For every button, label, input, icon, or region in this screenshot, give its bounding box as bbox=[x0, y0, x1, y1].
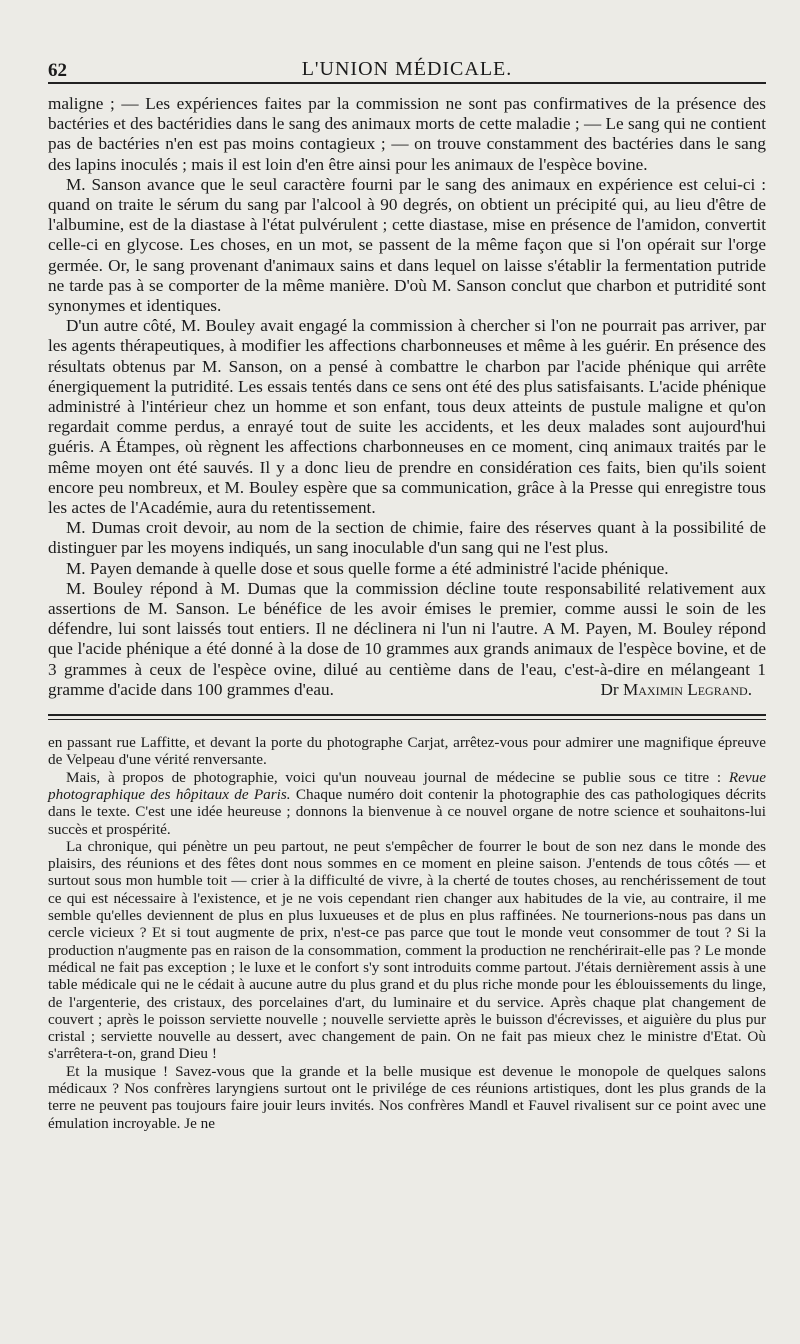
author-signature bbox=[583, 680, 752, 700]
page-number: 62 bbox=[48, 60, 67, 81]
paragraph: en passant rue Laffitte, et devant la porte du photographe Carjat, arrêtez-vous pour admirer une magnifique épreuve de Velpeau d'une vérité renversante. bbox=[48, 734, 766, 769]
paragraph bbox=[48, 769, 766, 838]
academy-report-column bbox=[48, 94, 766, 700]
paragraph: La chronique, qui pénètre un peu partout, ne peut s'empêcher de fourrer le bout de son nez dans le monde des plaisirs, des réunions et des fêtes dont nous sommes en ce moment en pleine saison. J'entends de tous côtés — et surtout sous mon humble toit — crier à la difficulté de vivre, à la cherté de toutes choses, au renchérissement de tout ce qui est nécessaire à l'existence, et je ne vois cependant rien changer aux habitudes de la vie, au contraire, il me semble qu'elles deviennent de plus en plus luxueuses et de plus en plus raffinées. Ne tournerions-nous pas dans un cercle vicieux ? Et si tout augmente de prix, n'est-ce pas parce que tout le monde veut consommer de tout ? Si la production n'augmente pas en raison de la consommation, comment la production ne renchérirait-elle pas ? Le monde médical ne fait pas exception ; le luxe et le confort s'y sont introduits comme partout. J'étais dernièrement assis à une table médicale qui ne le cédait à aucune autre du plus grand et du plus riche monde pour les éblouissements du linge, de l'argenterie, des cristaux, des porcelaines d'art, du luminaire et du service. Après chaque plat changement de couvert ; après le poisson serviette nouvelle ; nouvelle serviette après le buisson d'écrevisses, et aiguière du plus pur cristal ; serviette nouvelle au dessert, avec changement de pain. On ne fait pas mieux chez le ministre d'Etat. Où s'arrêtera-t-on, grand Dieu ! bbox=[48, 837, 766, 1063]
paragraph-text: Chaque numéro doit contenir la photographie des cas pathologiques décrits dans le texte. C'est une idée heureuse ; donnons la bienvenue à ce nouvel organe de notre science et souhaitons-lui succès et prospérité. bbox=[48, 785, 766, 838]
paragraph: maligne ; — Les expériences faites par la commission ne sont pas confirmatives de la présence des bactéries et des bactéridies dans le sang des animaux morts de cette maladie ; — Le sang qui ne contient pas de bactéries n'en est pas moins contagieux ; — on trouve constamment des bactéries dans le sang des lapins inoculés ; mais il est loin d'en être ainsi pour les animaux de l'espèce bovine. bbox=[48, 94, 766, 174]
running-title: L'UNION MÉDICALE. bbox=[301, 58, 513, 80]
paragraph-text: M. Bouley répond à M. Dumas que la commission décline toute responsabilité relativement aux assertions de M. Sanson. Le bénéfice de les avoir émises le premier, comme aussi le soin de les défendre, lui sont laissés tout entiers. Il ne déclinera ni l'un ni l'autre. A M. Payen, M. Bouley répond que l'acide phénique a été donné à la dose de 10 grammes aux grands animaux de l'espèce bovine, et de 3 grammes à ceux de l'espèce ovine, dilué au centième dans de l'eau, c'est-à-dire en mélangeant 1 gramme d'acide dans 100 grammes d'eau. bbox=[48, 578, 766, 699]
signature-title: Dr bbox=[600, 679, 619, 699]
journal-title: Revue photographique des hôpitaux de Paris. bbox=[48, 768, 766, 803]
page-header bbox=[48, 52, 766, 84]
paragraph: M. Sanson avance que le seul caractère fourni par le sang des animaux en expérience est celui-ci : quand on traite le sérum du sang par l'alcool à 90 degrés, on obtient un précipité qui, au lieu d'être de l'albumine, est de la diastase à l'état pulvérulent ; cette diastase, mise en présence de l'amidon, convertit celle-ci en glycose. Les choses, en un mot, se passent de la même façon que si l'on opérait sur l'orge germée. Or, le sang provenant d'animaux sains et dans lequel on laisse s'établir la fermentation putride ne tarde pas à se comporter de la même manière. D'où M. Sanson conclut que charbon et putridité sont synonymes et identiques. bbox=[48, 174, 766, 316]
paragraph-with-signature bbox=[48, 579, 766, 700]
feuilleton-column bbox=[48, 734, 766, 1132]
section-divider bbox=[48, 714, 766, 720]
paragraph: D'un autre côté, M. Bouley avait engagé la commission à chercher si l'on ne pourrait pas arriver, par les agents thérapeutiques, à modifier les affections charbonneuses et même à les guérir. En présence des résultats obtenus par M. Sanson, on a pensé à combattre le charbon par l'acide phénique qui arrête énergiquement la putridité. Les essais tentés dans ce sens ont été des plus satisfaisants. L'acide phénique administré à l'intérieur chez un homme et son enfant, tous deux atteints de pustule maligne et qu'on regardait comme perdus, a enrayé tout de suite les accidents, et les deux malades sont aujourd'hui guéris. A Étampes, où règnent les affections charbonneuses en ce moment, cinq animaux traités par le même moyen ont été sauvés. Il y a donc lieu de prendre en considération ces faits, bien qu'ils soient encore peu nombreux, et M. Bouley espère que sa communication, grâce à la Presse qui enregistre tous les actes de l'Académie, aura du retentissement. bbox=[48, 316, 766, 518]
signature-name: Maximin Legrand. bbox=[622, 679, 752, 699]
paragraph: M. Payen demande à quelle dose et sous quelle forme a été administré l'acide phénique. bbox=[66, 558, 669, 578]
paragraph: Et la musique ! Savez-vous que la grande et la belle musique est devenue le monopole de quelques salons médicaux ? Nos confrères laryngiens surtout ont le privilége de ces réunions artistiques, dont les plus grands de la terre ne peuvent pas toujours faire jouir leurs invités. Nos confrères Mandl et Fauvel rivalisent sur ce point avec une émulation incroyable. Je ne bbox=[48, 1062, 766, 1132]
paragraph-text: Mais, à propos de photographie, voici qu'un nouveau journal de médecine se publie sous ce titre : bbox=[66, 768, 729, 786]
paragraph: M. Dumas croit devoir, au nom de la section de chimie, faire des réserves quant à la possibilité de distinguer par les moyens indiqués, un sang inoculable d'un sang qui ne l'est plus. bbox=[48, 518, 766, 558]
